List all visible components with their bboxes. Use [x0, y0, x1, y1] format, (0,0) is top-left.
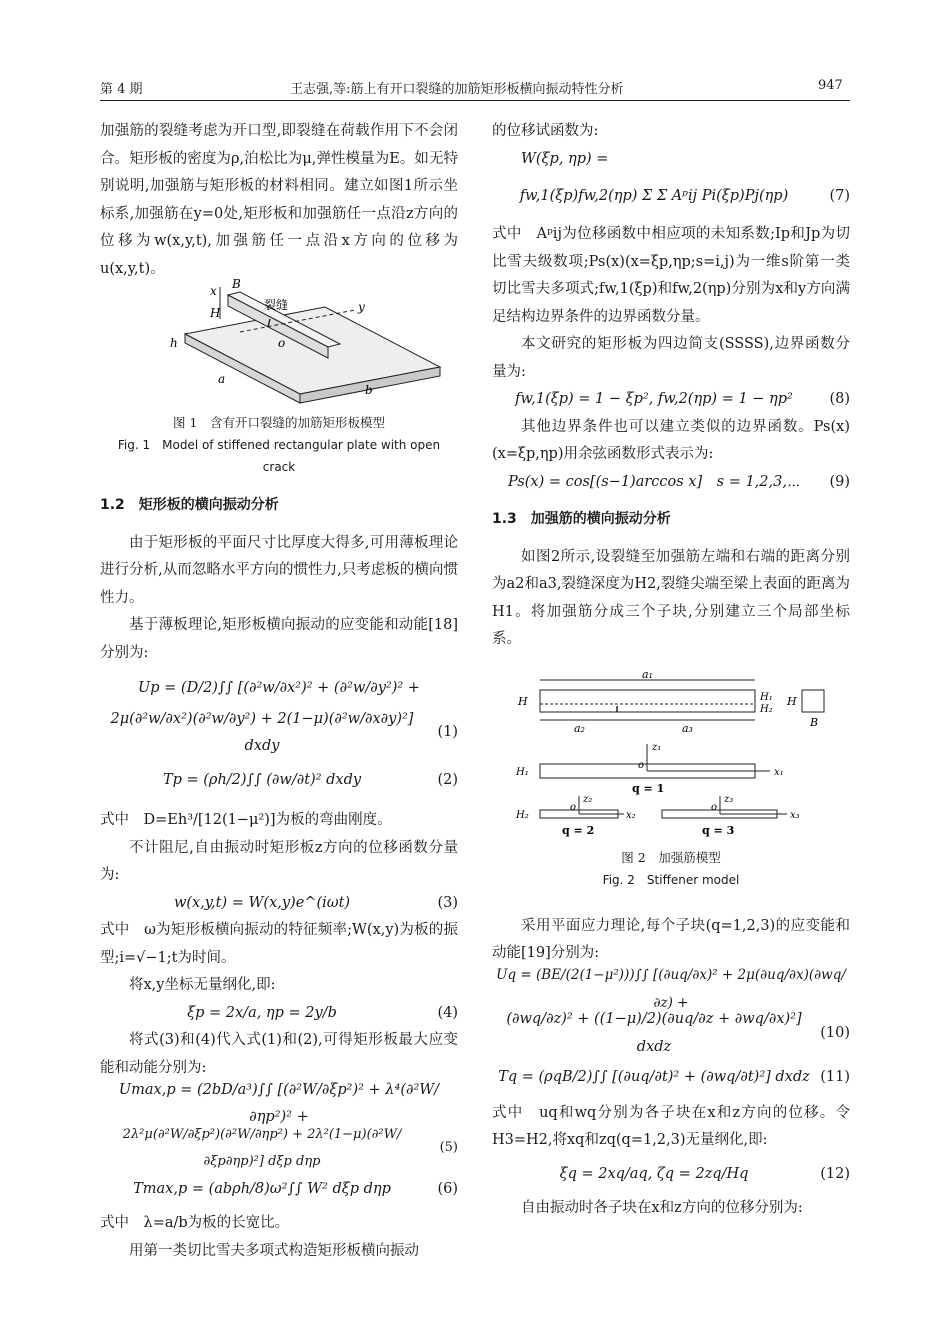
stiffener-section [802, 690, 824, 712]
equation-7-line-2 [492, 173, 850, 221]
equation-3 [100, 890, 458, 918]
left-paragraph-5: 不计阻尼,自由振动时矩形板z方向的位移函数分量为: [100, 839, 458, 883]
equation-6-number: (6) [437, 1181, 458, 1198]
fig2-label-a3: a₃ [682, 721, 693, 735]
equation-9-formula: Ps(x) = cos[(s−1)arccos x] s = 1,2,3,⋯ [507, 473, 801, 490]
equation-7-number: (7) [829, 188, 850, 205]
right-column [492, 118, 850, 1222]
fig2-label-H2: H₂ [760, 703, 773, 715]
left-paragraph-7: 将x,y坐标无量纲化,即: [129, 977, 276, 993]
fig2-label-o2: o [570, 801, 577, 813]
figure-2 [492, 672, 850, 847]
figure-2-diagram [492, 672, 850, 847]
stiffener-beam [540, 690, 755, 712]
figure-1 [100, 279, 458, 412]
equation-7-line-1: W(ξp, ηp) = [521, 150, 609, 167]
equation-8 [492, 386, 850, 414]
equation-1-line-1 [100, 667, 458, 711]
equation-5-part-1: Umax,p = (2bD/a³)∫∫ [(∂²W/∂ξp²)² + λ⁴(∂²W/∂ηp²)² + [118, 1081, 440, 1125]
fig2-label-B: B [810, 715, 819, 729]
equation-10-part-1: Uq = (BE/(2(1−μ²)))∫∫ [(∂uq/∂x)² + 2μ(∂uq/∂x)(∂wq/∂z) + [496, 967, 846, 1011]
running-header-issue: 第 4 期 [100, 82, 143, 97]
fig1-label-o: o [278, 336, 286, 350]
fig1-label-h: h [170, 336, 178, 350]
equation-11-number: (11) [820, 1068, 850, 1085]
equation-12-formula: ξq = 2xq/aq, ζq = 2zq/Hq [559, 1165, 749, 1182]
fig2-label-q1: q = 1 [632, 781, 665, 795]
fig2-label-H-right: H [787, 694, 797, 708]
fig1-label-a: a [218, 372, 226, 386]
left-paragraph-9: 式中 λ=a/b为板的长宽比。 [100, 1215, 290, 1231]
equation-8-number: (8) [829, 391, 850, 407]
fig1-label-B: B [232, 279, 241, 291]
fig2-label-a2: a₂ [574, 721, 585, 735]
equation-11 [492, 1056, 850, 1100]
fig2-label-x1: x₁ [774, 766, 784, 778]
equation-5-part-2: 2λ²μ(∂²W/∂ξp²)(∂²W/∂ηp²) + 2λ²(1−μ)(∂²W/∂ξp∂ηp)²] dξp dηp [122, 1126, 402, 1169]
left-paragraph-1: 加强筋的裂缝考虑为开口型,即裂缝在荷载作用下不会闭合。矩形板的密度为ρ,泊松比为μ,弹性模量为E。如无特别说明,加强筋与矩形板的材料相同。建立如图1所示坐标系,加强筋在y=0处,矩形板和加强筋任一点沿z方向的位移为w(x,y,t),加强筋任一点沿x方向的位移为u(x,y,t)。 [100, 123, 458, 277]
equation-9-number: (9) [829, 473, 850, 490]
left-paragraph-3: 基于薄板理论,矩形板横向振动的应变能和动能[18]分别为: [100, 617, 458, 661]
equation-8-formula: fw,1(ξp) = 1 − ξp², fw,2(ηp) = 1 − ηp² [515, 391, 793, 407]
right-paragraph-2: 式中 Aᵖij为位移函数中相应项的未知系数;Ip和Jp为切比雪夫级数项;Ps(x)(x=ξp,ηp;s=i,j)为一维s阶第一类切比雪夫多项式;fw,1(ξp)和fw,2(ηp)分别为x和y方向满足结构边界条件的边界函数分量。 [492, 226, 850, 325]
header-rule [100, 100, 850, 101]
equation-1-number: (1) [437, 724, 458, 741]
fig1-label-y: y [358, 300, 365, 314]
right-paragraph-5: 如图2所示,设裂缝至加强筋左端和右端的距离分别为a2和a3,裂缝深度为H2,裂缝尖端至梁上表面的距离为H1。将加强筋分成三个子块,分别建立三个局部坐标系。 [492, 548, 850, 647]
fig1-label-H: H [210, 306, 221, 320]
running-header-title: 王志强,等:筋上有开口裂缝的加筋矩形板横向振动特性分析 [290, 82, 624, 97]
right-paragraph-8: 自由振动时各子块在x和z方向的位移分别为: [521, 1199, 803, 1216]
equation-4 [100, 1000, 458, 1028]
fig2-label-H-left: H [518, 694, 528, 708]
fig2-label-z2: z₂ [583, 793, 593, 805]
equation-5-line-1 [100, 1082, 458, 1126]
section-1-2-heading: 1.2 矩形板的横向振动分析 [100, 497, 279, 513]
figure-2-caption-en: Fig. 2 Stiffener model [602, 872, 740, 887]
figure-1-diagram [100, 279, 458, 412]
figure-2-caption-cn: 图 2 加强筋模型 [621, 849, 721, 865]
fig2-label-q2: q = 2 [562, 823, 595, 837]
equation-12 [492, 1155, 850, 1195]
equation-10-number: (10) [820, 1024, 850, 1041]
fig2-label-z3: z₃ [724, 793, 734, 805]
equation-10-part-2: (∂wq/∂z)² + ((1−μ)/2)(∂uq/∂z + ∂wq/∂x)²] dxdz [506, 1011, 802, 1055]
fig2-label-o3: o [711, 801, 718, 813]
left-paragraph-6: 式中 ω为矩形板横向振动的特征频率;W(x,y)为板的振型;i=√−1;t为时间。 [100, 922, 458, 966]
fig2-label-z1: z₁ [652, 741, 662, 753]
right-paragraph-7: 式中 uq和wq分别为各子块在x和z方向的位移。令H3=H2,将xq和zq(q=1,2,3)无量纲化,即: [492, 1104, 850, 1148]
fig1-label-x: x [210, 284, 217, 298]
section-1-3-heading: 1.3 加强筋的横向振动分析 [492, 511, 671, 527]
left-paragraph-8: 将式(3)和(4)代入式(1)和(2),可得矩形板最大应变能和动能分别为: [100, 1032, 458, 1076]
equation-2-number: (2) [437, 772, 458, 789]
equation-6-formula: Tmax,p = (abρh/8)ω²∫∫ W² dξp dηp [133, 1181, 391, 1198]
equation-4-number: (4) [437, 1004, 458, 1021]
equation-5-number: (5) [439, 1140, 458, 1156]
equation-6 [100, 1170, 458, 1210]
fig2-label-a1: a₁ [642, 671, 653, 681]
fig2-label-H2-block: H₂ [516, 809, 529, 821]
equation-10-line-2 [492, 1012, 850, 1056]
fig2-label-H1-block: H₁ [516, 766, 529, 778]
equation-7-formula: fw,1(ξp)fw,2(ηp) Σ Σ Aᵖij Pi(ξp)Pj(ηp) [519, 188, 789, 205]
equation-4-formula: ξp = 2x/a, ηp = 2y/b [187, 1004, 337, 1021]
figure-1-caption-cn: 图 1 含有开口裂缝的加筋矩形板模型 [173, 415, 385, 430]
equation-1-part-2: 2μ(∂²w/∂x²)(∂²w/∂y²) + 2(1−μ)(∂²w/∂x∂y)²] dxdy [110, 710, 414, 754]
equation-3-formula: w(x,y,t) = W(x,y)e^(iωt) [173, 894, 351, 911]
equation-10-line-1 [492, 968, 850, 1012]
fig1-label-b: b [365, 383, 373, 397]
right-paragraph-1: 的位移试函数为: [492, 123, 599, 139]
equation-12-number: (12) [820, 1165, 850, 1182]
left-paragraph-10: 用第一类切比雪夫多项式构造矩形板横向振动 [129, 1242, 419, 1259]
equation-1-line-2 [100, 711, 458, 755]
equation-5-line-2 [100, 1126, 458, 1170]
running-header-page-number: 947 [818, 78, 843, 93]
equation-2 [100, 755, 458, 807]
right-paragraph-6: 采用平面应力理论,每个子块(q=1,2,3)的应变能和动能[19]分别为: [492, 917, 850, 961]
figure-1-caption-en: Fig. 1 Model of stiffened rectangular plate with open crack [117, 438, 441, 474]
left-paragraph-2: 由于矩形板的平面尺寸比厚度大得多,可用薄板理论进行分析,从而忽略水平方向的惯性力,只考虑板的横向惯性力。 [100, 534, 458, 606]
fig2-label-o1: o [638, 759, 645, 771]
left-column [100, 118, 458, 1265]
equation-1-part-1: Up = (D/2)∫∫ [(∂²w/∂x²)² + (∂²w/∂y²)² + [138, 680, 420, 697]
fig2-label-x3: x₃ [790, 809, 800, 821]
right-paragraph-3: 本文研究的矩形板为四边简支(SSSS),边界函数分量为: [492, 336, 850, 380]
fig2-label-q3: q = 3 [702, 823, 735, 837]
equation-9 [492, 469, 850, 497]
fig1-label-crack: 裂缝 [264, 298, 289, 312]
left-paragraph-4: 式中 D=Eh³/[12(1−μ²)]为板的弯曲刚度。 [100, 812, 392, 828]
fig2-label-H1: H₁ [760, 691, 773, 703]
equation-2-formula: Tp = (ρh/2)∫∫ (∂w/∂t)² dxdy [162, 772, 362, 789]
equation-3-number: (3) [437, 894, 458, 911]
fig2-label-x2: x₂ [626, 809, 636, 821]
right-paragraph-4: 其他边界条件也可以建立类似的边界函数。Ps(x)(x=ξp,ηp)用余弦函数形式表示为: [492, 418, 850, 462]
equation-11-formula: Tq = (ρqB/2)∫∫ [(∂uq/∂t)² + (∂wq/∂t)²] dxdz [498, 1068, 810, 1085]
